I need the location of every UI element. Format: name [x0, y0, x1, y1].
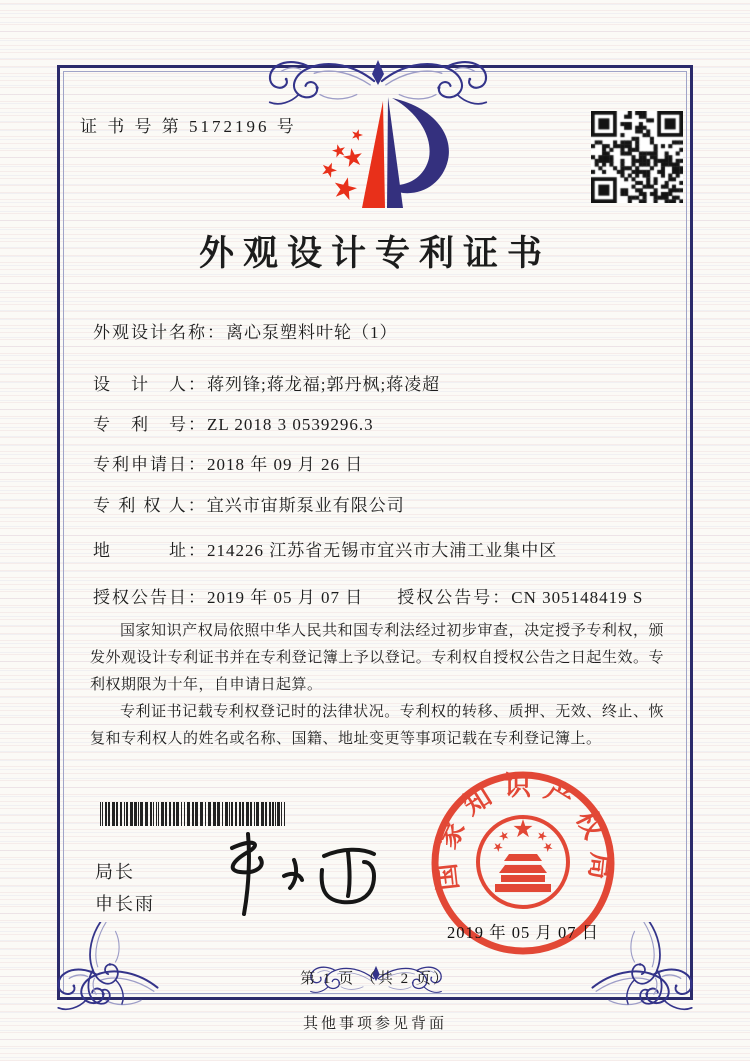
qr-code-icon	[591, 111, 683, 203]
signer-title: 局长	[95, 862, 135, 882]
field-label: 授权公告号：	[397, 588, 512, 607]
legal-text	[90, 618, 664, 753]
field-label: 专 利 号：	[93, 415, 207, 434]
back-side-note: 其他事项参见背面	[302, 1016, 447, 1032]
cnipa-logo-icon	[300, 92, 465, 214]
grant-seal-date: 2019 年 05 月 07 日	[446, 923, 600, 942]
field-value: CN 305148419 S	[511, 588, 644, 607]
page-indicator: 第 1 页 （共 2 页）	[300, 971, 450, 987]
field-label: 专 利 权 人：	[93, 496, 207, 515]
signer-name: 申长雨	[95, 894, 155, 914]
signature-icon	[196, 826, 401, 921]
certificate-title: 外观设计专利证书	[198, 234, 551, 273]
field-value: ZL 2018 3 0539296.3	[207, 415, 374, 434]
field-label: 授权公告日：	[93, 588, 207, 607]
national-emblem-icon	[491, 819, 555, 892]
field-value: 蒋列锋;蒋龙福;郭丹枫;蒋凌超	[207, 375, 441, 394]
barcode-icon	[100, 802, 292, 826]
field-value: 2019 年 05 月 07 日	[207, 588, 364, 607]
field-label: 外观设计名称：	[93, 323, 226, 342]
field-label: 地 址：	[93, 541, 207, 560]
field-value: 214226 江苏省无锡市宜兴市大浦工业集中区	[207, 541, 558, 560]
field-value: 2018 年 09 月 26 日	[207, 455, 364, 474]
field-label: 专利申请日：	[93, 455, 207, 474]
seal-text: 国家知识产权局	[429, 771, 617, 893]
field-value: 宜兴市宙斯泵业有限公司	[206, 496, 405, 515]
field-value: 离心泵塑料叶轮（1）	[226, 323, 398, 342]
certificate-number: 证 书 号 第 5172196 号	[80, 117, 297, 136]
legal-paragraph-1: 国家知识产权局依照中华人民共和国专利法经过初步审查，决定授予专利权，颁发外观设计专利证书并在专利登记簿上予以登记。专利权自授权公告之日起生效。专利权期限为十年，自申请日起算。	[90, 623, 664, 693]
legal-paragraph-2: 专利证书记载专利权登记时的法律状况。专利权的转移、质押、无效、终止、恢复和专利权人的姓名或名称、国籍、地址变更等事项记载在专利登记簿上。	[90, 704, 664, 747]
field-label: 设 计 人：	[93, 375, 207, 394]
